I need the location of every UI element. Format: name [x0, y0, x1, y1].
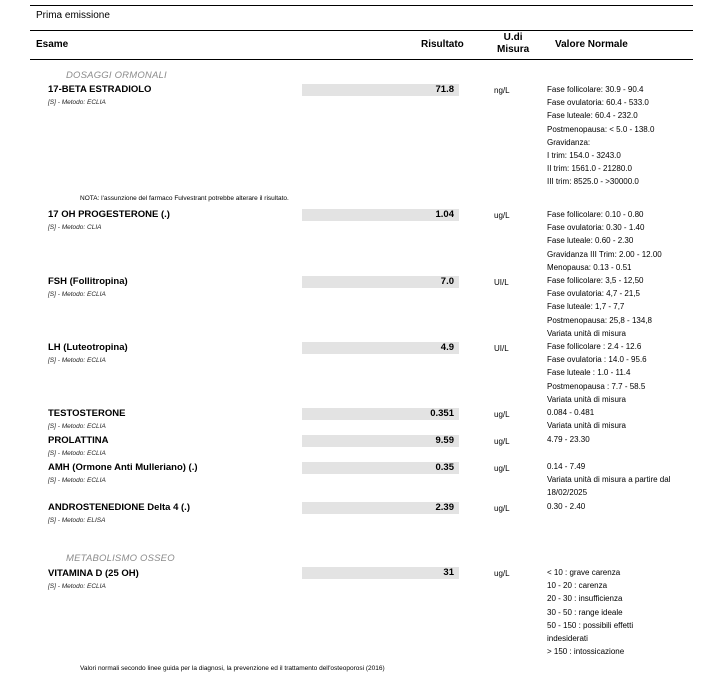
exam-result: 31	[443, 567, 454, 578]
normal-line: Postmenopausa: < 5.0 - 138.0	[547, 124, 655, 134]
exam-unit: ug/L	[494, 464, 510, 473]
exam-method: [S] - Metodo: ECLIA	[48, 477, 106, 484]
exam-result: 0.351	[430, 408, 454, 419]
exam-name: FSH (Follitropina)	[48, 276, 128, 287]
exam-name: 17 OH PROGESTERONE (.)	[48, 209, 170, 220]
exam-name: AMH (Ormone Anti Mulleriano) (.)	[48, 462, 198, 473]
exam-result: 2.39	[435, 502, 454, 513]
column-header-unit	[497, 32, 529, 56]
normal-line: Fase ovulatoria: 0.30 - 1.40	[547, 223, 645, 233]
column-header-normal: Valore Normale	[555, 39, 628, 50]
normal-line: Variata unità di misura	[547, 328, 626, 338]
normal-line: Variata unità di misura	[547, 421, 626, 431]
exam-note: NOTA: l'assunzione del farmaco Fulvestrant potrebbe alterare il risultato.	[80, 195, 289, 202]
normal-line: Postmenopausa: 25,8 - 134,8	[547, 315, 652, 325]
exam-result: 1.04	[435, 209, 454, 220]
normal-line: 18/02/2025	[547, 488, 588, 498]
exam-method: [S] - Metodo: ECLIA	[48, 291, 106, 298]
exam-unit: ug/L	[494, 410, 510, 419]
exam-name: LH (Luteotropina)	[48, 342, 128, 353]
exam-name: PROLATTINA	[48, 435, 109, 446]
normal-values	[547, 460, 670, 500]
normal-line: Fase ovulatoria: 4,7 - 21,5	[547, 289, 640, 299]
result-bar	[302, 276, 459, 288]
normal-line: Fase ovulatoria: 60.4 - 533.0	[547, 98, 649, 108]
normal-values	[547, 406, 626, 432]
exam-result: 0.35	[435, 462, 454, 473]
exam-name: ANDROSTENEDIONE Delta 4 (.)	[48, 502, 190, 513]
normal-line: Fase follicolare: 30.9 - 90.4	[547, 85, 644, 94]
column-header-exam: Esame	[36, 39, 69, 50]
exam-unit: ug/L	[494, 504, 510, 513]
normal-line: Fase follicolare : 2.4 - 12.6	[547, 342, 642, 351]
exam-method: [S] - Metodo: ECLIA	[48, 583, 106, 590]
exam-name: TESTOSTERONE	[48, 408, 126, 419]
normal-line: I trim: 154.0 - 3243.0	[547, 151, 621, 161]
normal-line: 30 - 50 : range ideale	[547, 607, 623, 617]
result-bar	[302, 342, 459, 354]
exam-method: [S] - Metodo: ECLIA	[48, 423, 106, 430]
exam-result: 9.59	[435, 435, 454, 446]
normal-line: 10 - 20 : carenza	[547, 581, 608, 591]
top-rule	[30, 5, 693, 6]
result-bar	[302, 502, 459, 514]
footer-note: Valori normali secondo linee guida per la diagnosi, la prevenzione ed il trattamento dell'osteoporosi (2016)	[80, 665, 385, 672]
normal-line: Fase luteale: 1,7 - 7,7	[547, 302, 625, 312]
result-bar	[302, 567, 459, 579]
exam-unit: ug/L	[494, 569, 510, 578]
normal-line: Postmenopausa : 7.7 - 58.5	[547, 381, 646, 391]
normal-line: < 10 : grave carenza	[547, 568, 621, 577]
normal-values	[547, 500, 585, 513]
exam-result: 7.0	[440, 276, 454, 287]
normal-line: Fase follicolare: 3,5 - 12,50	[547, 276, 644, 285]
normal-values	[547, 340, 647, 406]
normal-line: 0.14 - 7.49	[547, 462, 586, 471]
normal-line: indesiderati	[547, 634, 588, 644]
normal-line: Fase luteale: 0.60 - 2.30	[547, 236, 634, 246]
normal-line: 20 - 30 : insufficienza	[547, 594, 623, 604]
exam-unit: ng/L	[494, 86, 510, 95]
normal-line: Variata unità di misura a partire dal	[547, 475, 671, 485]
result-bar	[302, 209, 459, 221]
exam-method: [S] - Metodo: ECLIA	[48, 450, 106, 457]
normal-values	[547, 433, 590, 446]
emission-label: Prima emissione	[36, 10, 110, 21]
section-title: METABOLISMO OSSEO	[66, 553, 175, 564]
normal-line: 50 - 150 : possibili effetti	[547, 620, 634, 630]
normal-line: Menopausa: 0.13 - 0.51	[547, 262, 632, 272]
normal-values	[547, 274, 652, 340]
column-header-unit-line2: Misura	[497, 44, 530, 55]
exam-method: [S] - Metodo: CLIA	[48, 224, 102, 231]
exam-unit: ug/L	[494, 211, 510, 220]
column-header-unit-line1: U.di	[503, 32, 523, 43]
normal-line: Gravidanza:	[547, 137, 591, 147]
result-bar	[302, 84, 459, 96]
normal-line: Fase luteale : 1.0 - 11.4	[547, 368, 631, 378]
normal-line: Fase ovulatoria : 14.0 - 95.6	[547, 355, 647, 365]
normal-values	[547, 83, 654, 189]
exam-method: [S] - Metodo: ELISA	[48, 517, 106, 524]
result-bar	[302, 462, 459, 474]
normal-line: II trim: 1561.0 - 21280.0	[547, 164, 632, 174]
normal-values	[547, 208, 662, 274]
normal-line: 4.79 - 23.30	[547, 435, 590, 444]
header-bottom-rule	[30, 59, 693, 60]
exam-unit: ug/L	[494, 437, 510, 446]
normal-line: 0.084 - 0.481	[547, 408, 595, 417]
header-top-rule	[30, 30, 693, 31]
exam-method: [S] - Metodo: ECLIA	[48, 357, 106, 364]
normal-line: Gravidanza III Trim: 2.00 - 12.00	[547, 249, 662, 259]
normal-line: 0.30 - 2.40	[547, 502, 586, 511]
exam-result: 71.8	[435, 84, 454, 95]
exam-unit: UI/L	[494, 344, 509, 353]
section-title: DOSAGGI ORMONALI	[66, 70, 167, 81]
exam-method: [S] - Metodo: ECLIA	[48, 99, 106, 106]
normal-line: III trim: 8525.0 - >30000.0	[547, 177, 639, 187]
normal-line: > 150 : intossicazione	[547, 647, 625, 657]
result-bar	[302, 408, 459, 420]
exam-result: 4.9	[440, 342, 454, 353]
normal-line: Variata unità di misura	[547, 394, 626, 404]
normal-line: Fase follicolare: 0.10 - 0.80	[547, 210, 644, 219]
normal-line: Fase luteale: 60.4 - 232.0	[547, 111, 638, 121]
exam-name: VITAMINA D (25 OH)	[48, 568, 139, 579]
exam-unit: UI/L	[494, 278, 509, 287]
column-header-result: Risultato	[421, 39, 464, 50]
result-bar	[302, 435, 459, 447]
exam-name: 17-BETA ESTRADIOLO	[48, 84, 152, 95]
normal-values	[547, 566, 633, 658]
